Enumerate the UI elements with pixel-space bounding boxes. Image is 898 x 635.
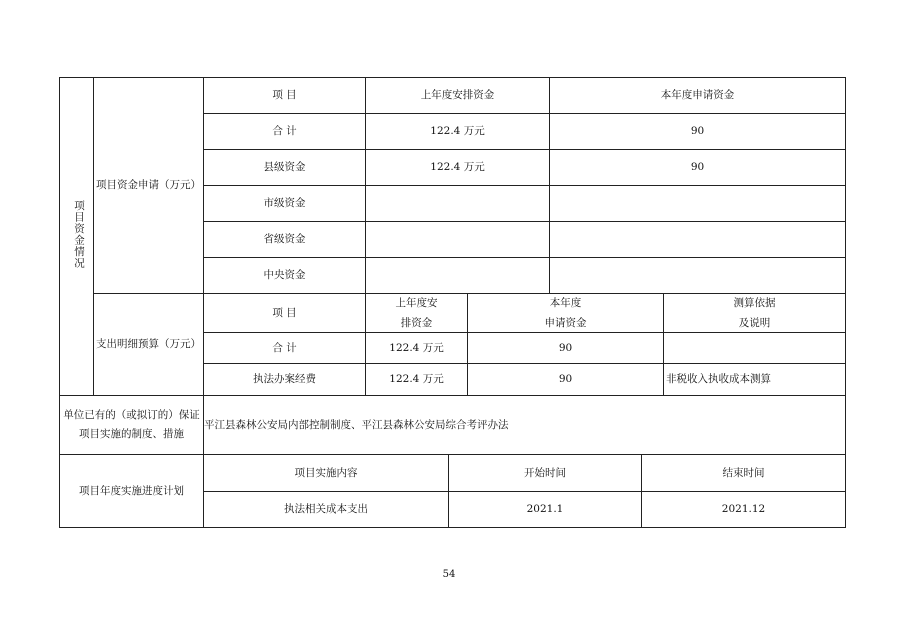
- funding-row-item: 县级资金: [263, 161, 306, 174]
- budget-row-basis: 非税收入执收成本测算: [666, 373, 771, 386]
- funding-row-this-year: [550, 186, 845, 221]
- schedule-header-end: 结束时间: [722, 466, 765, 479]
- section-label: 项目资金情况: [73, 200, 85, 269]
- guarantee-label-line1: 单位已有的（或拟订的）保证: [63, 409, 200, 422]
- funding-row-item: 中央资金: [263, 269, 306, 282]
- budget-row-item: 合 计: [272, 341, 297, 354]
- budget-header-last-year-line2: 排资金: [400, 316, 433, 329]
- funding-row-last-year: [366, 258, 549, 293]
- schedule-row-end: 2021.12: [721, 503, 766, 516]
- funding-row-this-year: [550, 222, 845, 257]
- rule-right: [845, 77, 846, 528]
- budget-header-basis-line2: 及说明: [738, 316, 771, 329]
- budget-row-this-year: 90: [558, 373, 573, 386]
- funding-row-last-year: 122.4 万元: [430, 125, 485, 138]
- funding-row-this-year: 90: [690, 125, 705, 138]
- schedule-row-content: 执法相关成本支出: [284, 503, 368, 516]
- funding-header-item: 项 目: [272, 89, 297, 102]
- budget-row-last-year: 122.4 万元: [389, 341, 444, 354]
- funding-header-this-year: 本年度申请资金: [660, 89, 735, 102]
- funding-row-item: 省级资金: [263, 233, 306, 246]
- schedule-row-start: 2021.1: [526, 503, 564, 516]
- funding-row-last-year: [366, 222, 549, 257]
- funding-row-this-year: [550, 258, 845, 293]
- funding-row-item: 合 计: [272, 125, 297, 138]
- rule-bottom: [59, 527, 846, 528]
- funding-row-last-year: 122.4 万元: [430, 161, 485, 174]
- funding-group-label: 项目资金申请（万元）: [96, 179, 201, 192]
- budget-header-this-year-line1: 本年度: [549, 296, 582, 309]
- schedule-header-content: 项目实施内容: [294, 466, 358, 479]
- schedule-header-start: 开始时间: [524, 466, 566, 479]
- budget-header-last-year-line1: 上年度安: [395, 296, 438, 309]
- schedule-label: 项目年度实施进度计划: [79, 484, 184, 497]
- budget-header-this-year-line2: 申请资金: [544, 316, 587, 329]
- guarantee-label-line2: 项目实施的制度、措施: [79, 428, 184, 440]
- budget-header-basis-line1: 测算依据: [733, 296, 776, 309]
- budget-header-item: 项 目: [272, 306, 297, 319]
- budget-group-label: 支出明细预算（万元）: [96, 338, 201, 351]
- budget-row-basis: [664, 333, 845, 363]
- funding-row-item: 市级资金: [263, 197, 306, 210]
- funding-row-last-year: [366, 186, 549, 221]
- budget-header-basis: [664, 294, 845, 332]
- guarantee-content: 平江县森林公安局内部控制制度、平江县森林公安局综合考评办法: [204, 418, 509, 431]
- page-number: 54: [442, 569, 456, 580]
- funding-row-this-year: 90: [690, 161, 705, 174]
- budget-row-last-year: 122.4 万元: [389, 373, 444, 386]
- budget-row-this-year: 90: [558, 341, 573, 354]
- budget-header-this-year: [468, 294, 663, 332]
- budget-row-item: 执法办案经费: [253, 373, 316, 386]
- guarantee-label: [60, 396, 203, 454]
- funding-header-last-year: 上年度安排资金: [420, 89, 495, 102]
- budget-header-last-year: [366, 294, 467, 332]
